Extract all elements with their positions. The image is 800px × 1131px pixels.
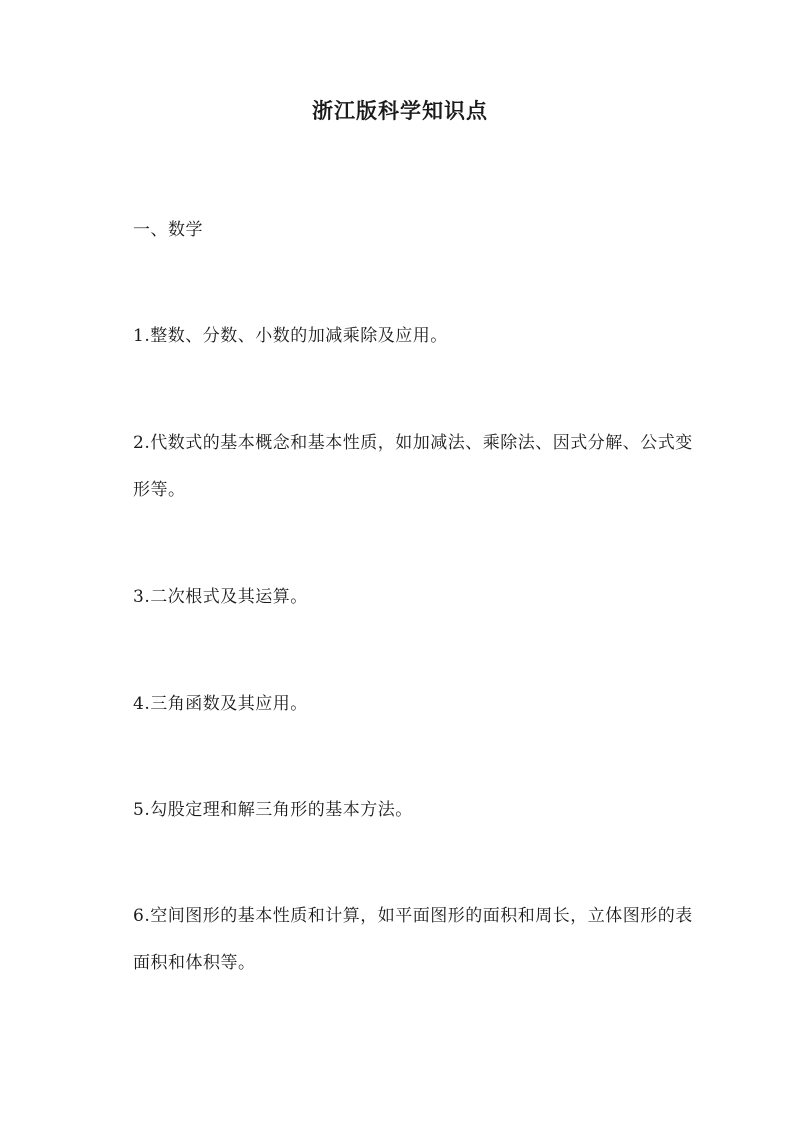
section-heading: 一、数学 xyxy=(133,220,203,240)
list-item: 4.三角函数及其应用。 xyxy=(133,694,308,714)
document-title: 浙江版科学知识点 xyxy=(312,98,488,123)
list-item: 3.二次根式及其运算。 xyxy=(133,587,308,607)
list-item: 1.整数、分数、小数的加减乘除及应用。 xyxy=(133,326,448,346)
list-item: 5.勾股定理和解三角形的基本方法。 xyxy=(133,800,413,820)
list-item: 6.空间图形的基本性质和计算，如平面图形的面积和周长，立体图形的表面积和体积等。 xyxy=(133,906,693,973)
list-item: 2.代数式的基本概念和基本性质，如加减法、乘除法、因式分解、公式变形等。 xyxy=(133,433,693,500)
